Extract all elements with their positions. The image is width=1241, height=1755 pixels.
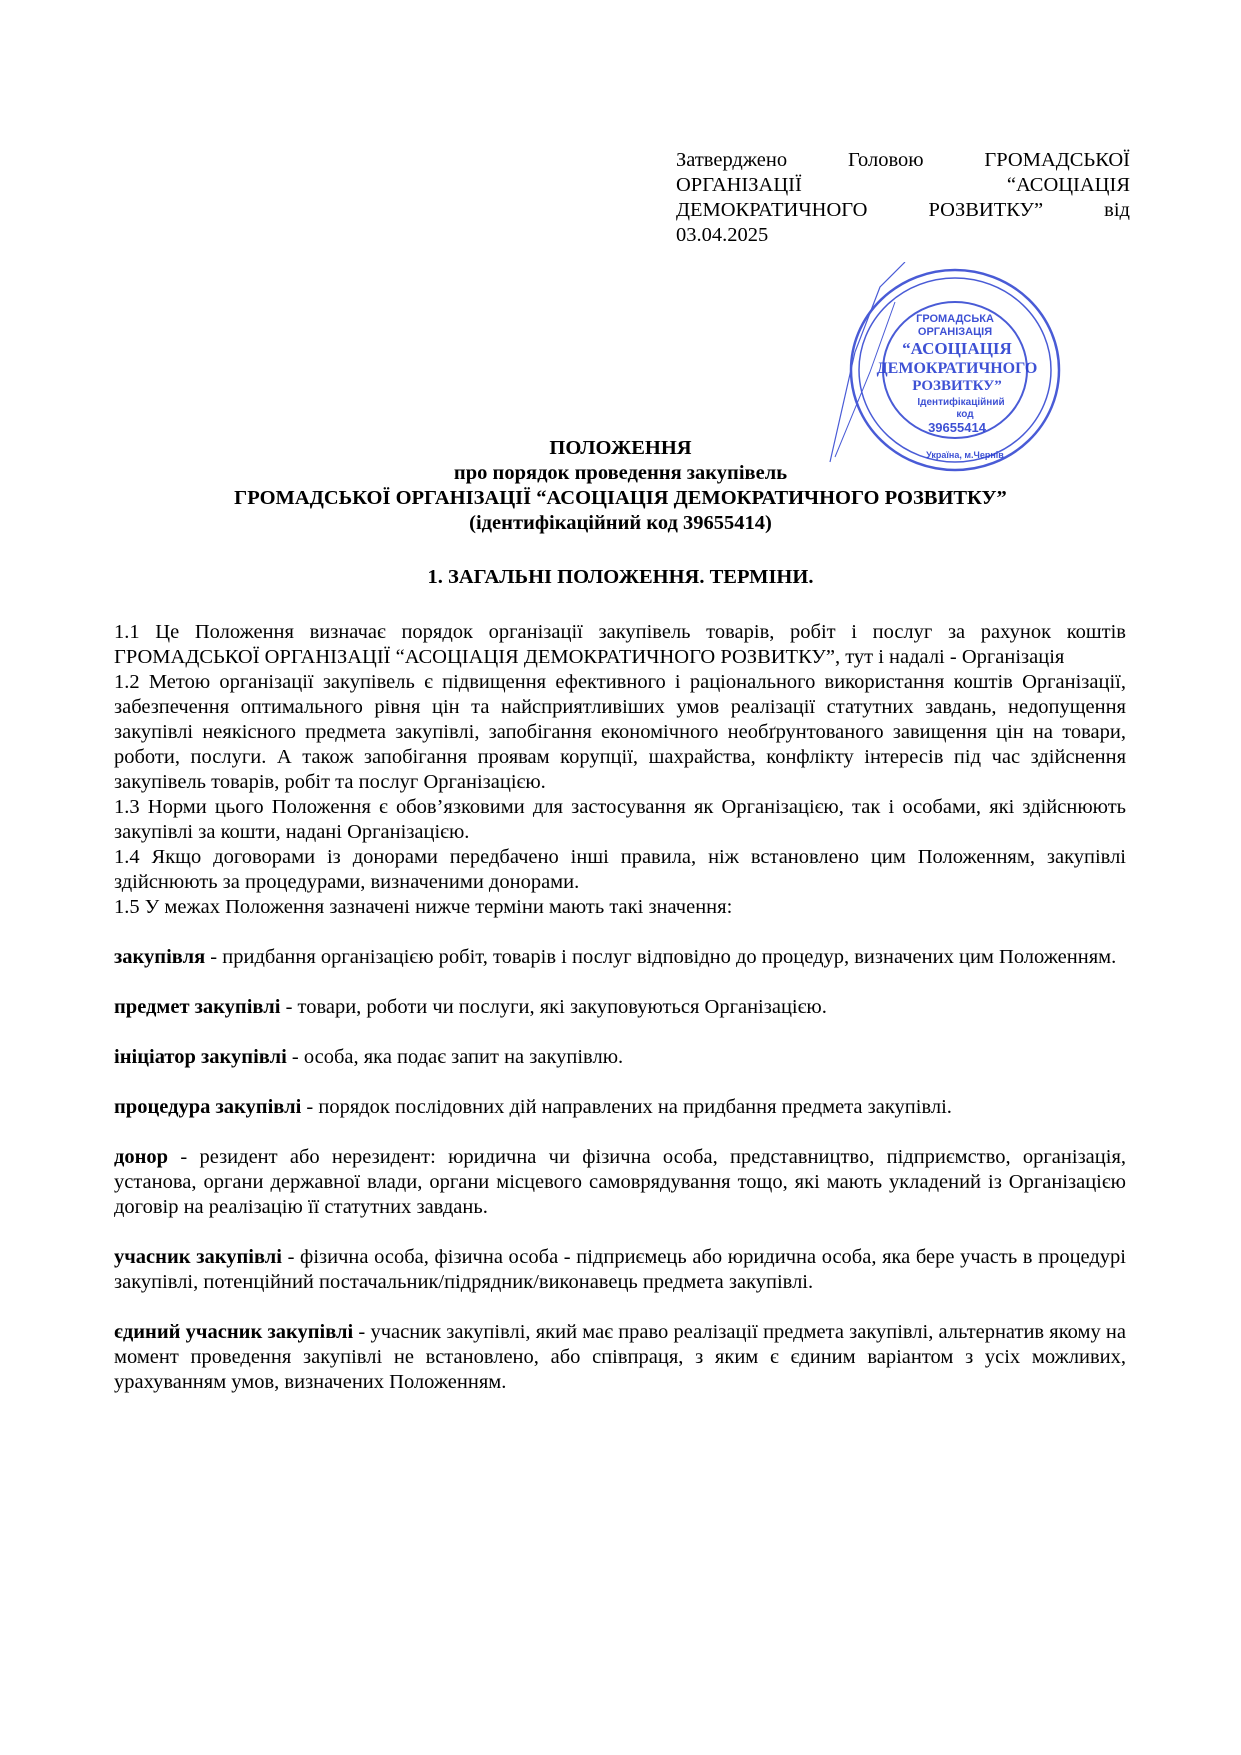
section-heading: 1. ЗАГАЛЬНІ ПОЛОЖЕННЯ. ТЕРМІНИ. bbox=[427, 566, 814, 588]
term: єдиний учасник закупівлі bbox=[114, 1321, 354, 1343]
term: донор bbox=[114, 1146, 169, 1168]
term-definition bbox=[114, 995, 1126, 1020]
term: процедура закупівлі bbox=[114, 1096, 302, 1118]
approval-note bbox=[676, 148, 1130, 248]
definition: - товари, роботи чи послуги, які закуповуються Організацією. bbox=[280, 996, 827, 1018]
stamp-text: Ідентифікаційний bbox=[917, 397, 1005, 408]
definition: - фізична особа, фізична особа - підприємець або юридична особа, яка бере участь в процедурі закупівлі, потенційний постачальник/підрядник/виконавець предмета закупівлі. bbox=[114, 1246, 1127, 1293]
clause: 1.2 Метою організації закупівель є підвищення ефективного і раціонального використання коштів Організації, забезпечення оптимального рівня цін та найсприятливіших умов реалізації статутних завдань, недопущення закупівлі неякісного предмета закупівлі, запобігання економічного необґрунтованого завищення цін на товари, роботи, послуги. А також запобігання проявам корупції, шахрайства, конфлікту інтересів під час здійснення закупівель товарів, робіт та послуг Організацією. bbox=[114, 671, 1126, 793]
document-subtitle: про порядок проведення закупівель bbox=[453, 462, 788, 484]
term: ініціатор закупівлі bbox=[114, 1046, 287, 1068]
term-definition bbox=[114, 1045, 1126, 1070]
stamp-text: код bbox=[956, 409, 974, 420]
document-title: ПОЛОЖЕННЯ bbox=[549, 437, 692, 459]
definition: - учасник закупівлі, який має право реалізації предмета закупівлі, альтернатив якому на момент проведення закупівлі не встановлено, або співпраця, з яким є єдиним варіантом з усіх можливих, урахуванням умов, визначених Положенням. bbox=[114, 1321, 1126, 1393]
clause: 1.4 Якщо договорами із донорами передбачено інші правила, ніж встановлено цим Положенням, закупівлі здійснюють за процедурами, визначеними донорами. bbox=[114, 846, 1126, 893]
stamp-text: 39655414 bbox=[928, 420, 986, 435]
definition: - особа, яка подає запит на закупівлю. bbox=[286, 1046, 624, 1068]
approval-date: 03.04.2025 bbox=[676, 224, 769, 246]
term-definition bbox=[114, 945, 1126, 970]
approval-line: ДЕМОКРАТИЧНОГО РОЗВИТКУ” від bbox=[676, 199, 1130, 221]
organization-code: (ідентифікаційний код 39655414) bbox=[469, 512, 772, 534]
stamp-text: ДЕМОКРАТИЧНОГО bbox=[876, 360, 1038, 377]
term: предмет закупівлі bbox=[114, 996, 281, 1018]
stamp-text: ГРОМАДСЬКА bbox=[916, 313, 994, 325]
term-definition bbox=[114, 1320, 1126, 1395]
clause: 1.3 Норми цього Положення є обов’язковими для застосування як Організацією, так і особами, які здійснюють закупівлі за кошти, надані Організацією. bbox=[114, 796, 1126, 843]
approval-line: ОРГАНІЗАЦІЇ “АСОЦІАЦІЯ bbox=[676, 174, 1130, 196]
stamp-text: Україна, м.Чернів bbox=[926, 450, 1004, 460]
stamp-text: “АСОЦІАЦІЯ bbox=[902, 339, 1012, 358]
stamp-text: ОРГАНІЗАЦІЯ bbox=[917, 326, 993, 338]
term-definition bbox=[114, 1145, 1126, 1220]
term-definition bbox=[114, 1245, 1126, 1295]
stamp-text: РОЗВИТКУ” bbox=[912, 378, 1002, 394]
term: учасник закупівлі bbox=[114, 1246, 282, 1268]
document-body bbox=[114, 620, 1126, 1395]
clause: 1.5 У межах Положення зазначені нижче терміни мають такі значення: bbox=[114, 896, 733, 918]
definition: - придбання організацією робіт, товарів і послуг відповідно до процедур, визначених цим Положенням. bbox=[205, 946, 1117, 968]
clause: 1.1 Це Положення визначає порядок організації закупівель товарів, робіт і послуг за рахунок коштів ГРОМАДСЬКОЇ ОРГАНІЗАЦІЇ “АСОЦІАЦІЯ ДЕМОКРАТИЧНОГО РОЗВИТКУ”, тут і надалі - Організація bbox=[114, 621, 1126, 668]
term: закупівля bbox=[114, 946, 206, 968]
organization-name: ГРОМАДСЬКОЇ ОРГАНІЗАЦІЇ “АСОЦІАЦІЯ ДЕМОКРАТИЧНОГО РОЗВИТКУ” bbox=[234, 487, 1007, 509]
definition: - резидент або нерезидент: юридична чи фізична особа, представництво, підприємство, організація, установа, органи державної влади, органи місцевого самоврядування тощо, які мають укладений із Організацією договір на реалізацію її статутних завдань. bbox=[114, 1146, 1126, 1218]
definition: - порядок послідовних дій направлених на придбання предмета закупівлі. bbox=[301, 1096, 952, 1118]
approval-line: Затверджено Головою ГРОМАДСЬКОЇ bbox=[676, 149, 1130, 171]
term-definition bbox=[114, 1095, 1126, 1120]
